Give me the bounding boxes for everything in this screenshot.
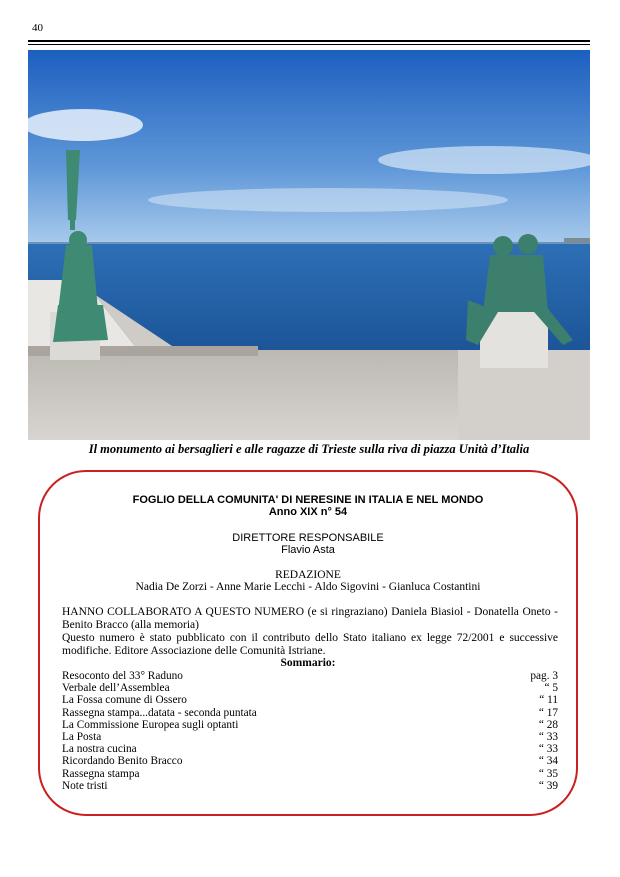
sommario-list [62, 670, 558, 792]
sommario-label: Sommario: [280, 657, 336, 669]
page-number: 40 [32, 22, 43, 34]
list-item: Ricordando Benito Bracco “ 34 [62, 755, 558, 768]
redazione-label: REDAZIONE [275, 569, 341, 581]
photo-caption: Il monumento ai bersaglieri e alle ragazze di Trieste sulla riva di piazza Unità d’Italia [88, 442, 530, 456]
list-item: Rassegna stampa...datata - seconda puntata “ 17 [62, 706, 558, 719]
issue-number: Anno XIX n° 54 [268, 506, 348, 518]
list-item: Resoconto del 33° Raduno pag. 3 [62, 670, 558, 682]
director-name: Flavio Asta [281, 544, 335, 556]
list-item: La Commissione Europea sugli optanti “ 28 [62, 718, 558, 731]
list-item: Verbale dell’Assemblea “ 5 [62, 682, 558, 695]
header-rule-thick [28, 40, 590, 42]
trieste-waterfront-photo [28, 50, 590, 440]
list-item: Rassegna stampa “ 35 [62, 767, 558, 780]
list-item: La nostra cucina “ 33 [62, 743, 558, 756]
collaborators-text: HANNO COLLABORATO A QUESTO NUMERO (e si ringraziano) Daniela Biasiol - Donatella Oneto - Benito Bracco (alla memoria) [62, 606, 558, 631]
director-label: DIRETTORE RESPONSABILE [232, 532, 384, 544]
cloud [148, 188, 508, 212]
distant-port [564, 238, 590, 243]
redazione-names: Nadia De Zorzi - Anne Marie Lecchi - Aldo Sigovini - Gianluca Costantini [135, 581, 481, 593]
list-item: Note tristi “ 39 [62, 779, 558, 792]
list-item: La Fossa comune di Ossero “ 11 [62, 694, 558, 707]
cloud [378, 146, 590, 174]
publication-note: Questo numero è stato pubblicato con il contributo dello Stato italiano ex legge 72/2001 e successive modifiche. Editore Associazione delle Comunità Istriane. [62, 632, 558, 657]
header-rule-thin [28, 44, 590, 45]
cloud [28, 109, 143, 141]
list-item: La Posta “ 33 [62, 730, 558, 743]
publication-title: FOGLIO DELLA COMUNITA' DI NERESINE IN ITALIA E NEL MONDO [132, 494, 484, 506]
masthead-box [38, 470, 578, 816]
